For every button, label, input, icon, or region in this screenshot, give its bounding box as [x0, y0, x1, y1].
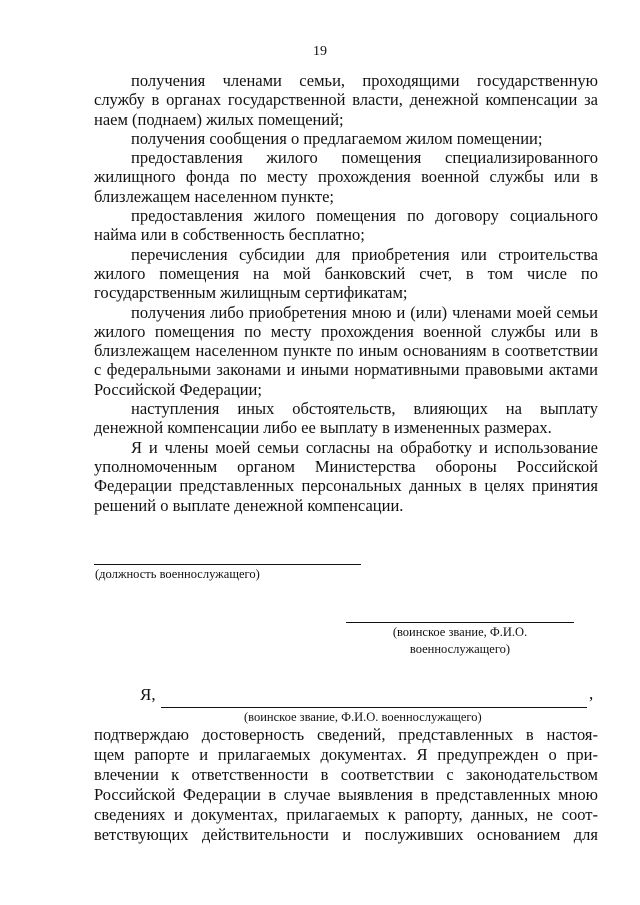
ya-comma: ,: [589, 684, 594, 703]
position-caption: (должность военнослужащего): [95, 567, 260, 581]
confirmation-line: сведениях и документах, прилагаемых к рапорту, данных, не соот-: [94, 804, 598, 824]
ya-label: Я,: [140, 685, 156, 704]
confirmation-line: ветствующих действительности и послуживших основанием для: [94, 824, 598, 844]
rank-caption-line2: военнослужащего): [409, 642, 511, 656]
rank-caption-line1: (воинское звание, Ф.И.О.: [392, 625, 528, 639]
paragraph-housing-notice: получения сообщения о предлагаемом жилом помещении;: [131, 128, 543, 148]
paragraph-family-compensation: получения членами семьи, проходящими государственную службу в органах государственной власти, денежной компенсации за наем (поднаем) жилых помещений;: [94, 71, 598, 129]
paragraph-subsidy: перечисления субсидии для приобретения или строительства жилого помещения на мой банковский счет, в том числе по государственным жилищным сертификатам;: [94, 244, 598, 303]
rank-caption: [380, 624, 540, 658]
rank-signature-line[interactable]: [346, 622, 574, 623]
confirmation-line: влечении к ответственности в соответствии с законодательством: [94, 764, 598, 784]
confirmation-paragraph: [94, 725, 598, 844]
paragraph-special-housing: предоставления жилого помещения специализированного жилищного фонда по месту прохождения военной службы или в близлежащем населенном пункте;: [94, 148, 598, 206]
page-number: 19: [313, 44, 327, 59]
confirmation-line: щем рапорте и прилагаемых документах. Я предупрежден о при-: [94, 744, 598, 764]
ya-caption: (воинское звание, Ф.И.О. военнослужащего): [244, 710, 482, 724]
position-signature-line[interactable]: [94, 564, 361, 565]
paragraph-data-consent: Я и члены моей семьи согласны на обработку и использование уполномоченным органом Министерства обороны Российской Федерации представленных персональных данных в целях принятия решений о выплате денежной компенсации.: [94, 437, 598, 515]
name-fill-line[interactable]: [161, 707, 587, 708]
paragraph-other-circumstances: наступления иных обстоятельств, влияющих на выплату денежной компенсации либо ее выплату в измененных размерах.: [94, 399, 598, 438]
confirmation-line: Российской Федерации в случае выявления в представленных мною: [94, 784, 598, 804]
confirmation-line: подтверждаю достоверность сведений, представленных в настоя-: [94, 725, 598, 744]
paragraph-social-housing: предоставления жилого помещения по договору социального найма или в собственность бесплатно;: [94, 206, 598, 245]
report-body: [94, 71, 598, 515]
paragraph-acquisition: получения либо приобретения мною и (или) членами моей семьи жилого помещения по месту прохождения военной службы или в близлежащем населенном пункте по иным основаниям в соответствии с федеральными законами и иными нормативными правовыми актами Российской Федерации;: [94, 302, 598, 399]
